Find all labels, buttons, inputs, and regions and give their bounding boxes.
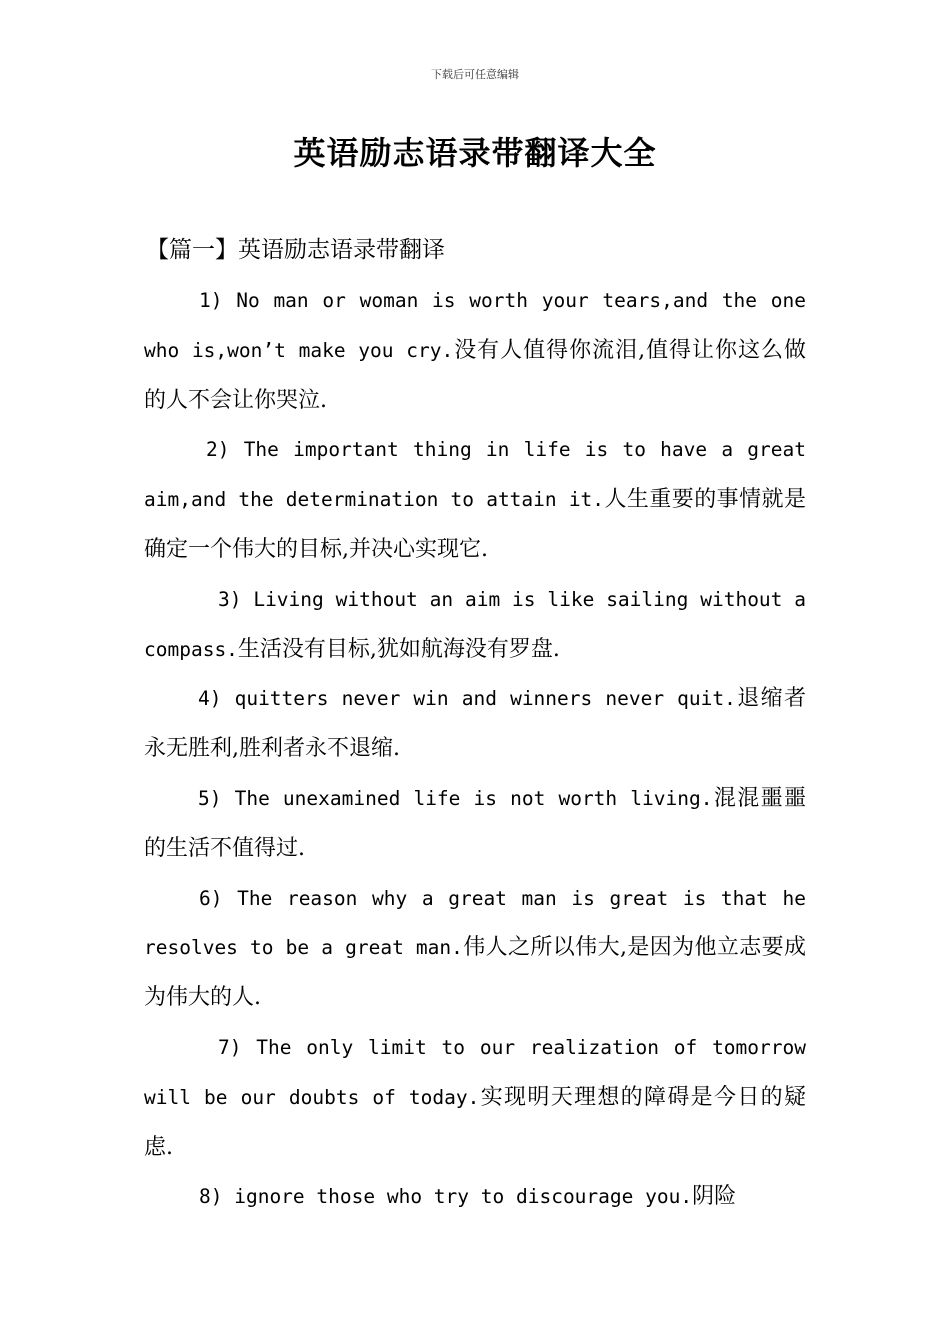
quote-chinese: 退缩者永无胜利,胜利者永不退缩. xyxy=(144,686,806,762)
quote-english: 4) quitters never win and winners never quit. xyxy=(198,687,736,711)
quote-item xyxy=(144,425,806,574)
quote-chinese: 伟人之所以伟大,是因为他立志要成为伟大的人. xyxy=(144,935,806,1011)
quote-english: 8) ignore those who try to discourage you. xyxy=(199,1185,693,1209)
quote-chinese: 人生重要的事情就是确定一个伟大的目标,并决心实现它. xyxy=(144,487,806,562)
quote-chinese: 阴险 xyxy=(692,1184,737,1210)
quote-item xyxy=(144,874,806,1023)
quote-english: 6) The reason why a great man is great is that he resolves to be a great man. xyxy=(144,886,806,960)
quote-english: 1) No man or woman is worth your tears,and the one who is,won’t make you cry. xyxy=(144,289,806,362)
quote-list xyxy=(144,276,806,1222)
page-title: 英语励志语录带翻译大全 xyxy=(293,134,657,172)
quote-chinese: 混混噩噩的生活不值得过. xyxy=(144,785,806,861)
quote-item xyxy=(144,1172,806,1222)
quote-english: 2) The important thing in life is to have a great aim,and the determination to attain it. xyxy=(144,438,806,512)
quote-english: 5) The unexamined life is not worth living. xyxy=(198,786,713,810)
quote-item xyxy=(144,276,806,425)
quote-item xyxy=(144,1023,806,1172)
quote-item xyxy=(144,674,806,774)
section-heading: 【篇一】英语励志语录带翻译 xyxy=(146,237,445,263)
quote-chinese: 没有人值得你流泪,值得让你这么做的人不会让你哭泣. xyxy=(144,337,806,413)
quote-english: 7) The only limit to our realization of tomorrow will be our doubts of today. xyxy=(144,1035,806,1109)
quote-chinese: 生活没有目标,犹如航海没有罗盘. xyxy=(237,636,560,662)
quote-item xyxy=(144,774,806,874)
quote-english: 3) Living without an aim is like sailing without a compass. xyxy=(144,587,806,661)
header-note: 下载后可任意编辑 xyxy=(431,68,519,81)
quote-item xyxy=(144,575,806,675)
quote-chinese: 实现明天理想的障碍是今日的疑虑. xyxy=(144,1084,806,1160)
